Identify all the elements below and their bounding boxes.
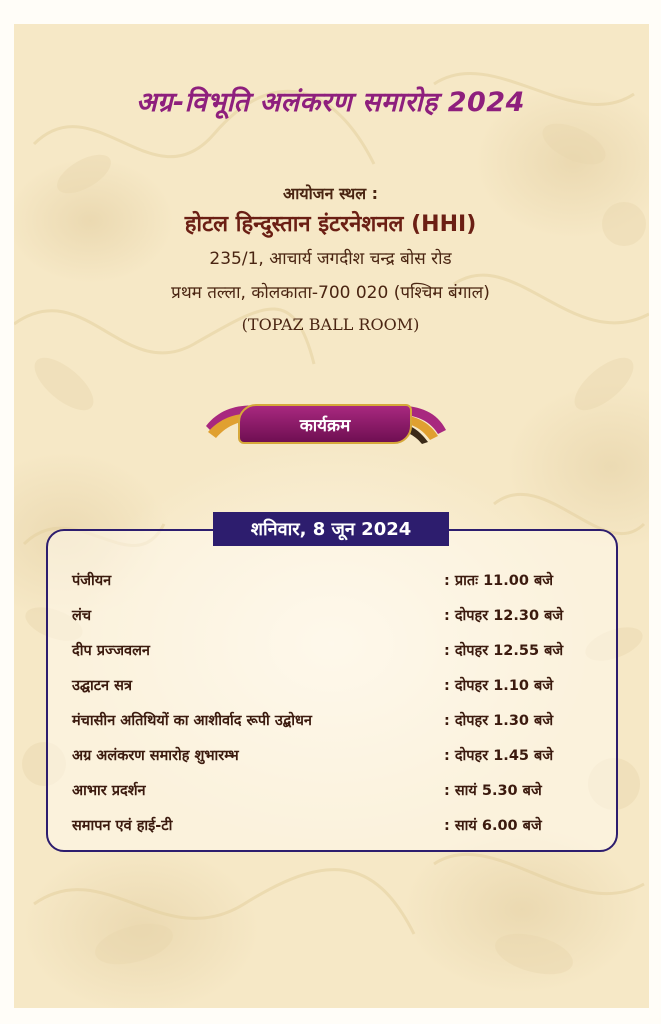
schedule-event: लंच <box>72 608 92 624</box>
program-heading <box>200 396 450 454</box>
schedule-row <box>48 811 616 839</box>
schedule-event: अग्र अलंकरण समारोह शुभारम्भ <box>72 748 239 764</box>
schedule-event: आभार प्रदर्शन <box>72 783 146 799</box>
schedule-event: उद्घाटन सत्र <box>72 678 132 694</box>
schedule-row <box>48 636 616 664</box>
schedule-event: दीप प्रज्जवलन <box>72 643 150 659</box>
schedule-row <box>48 601 616 629</box>
schedule-table <box>46 529 618 852</box>
schedule-time: : सायं 5.30 बजे <box>444 783 542 799</box>
schedule-time: : सायं 6.00 बजे <box>444 818 542 834</box>
schedule-time: : प्रातः 11.00 बजे <box>444 573 554 589</box>
schedule-time: : दोपहर 12.30 बजे <box>444 608 564 624</box>
venue-name: होटल हिन्दुस्तान इंटरनेशनल (HHI) <box>184 212 477 237</box>
schedule-event: समापन एवं हाई-टी <box>72 818 173 834</box>
schedule-time: : दोपहर 1.10 बजे <box>444 678 554 694</box>
venue-label: आयोजन स्थल : <box>282 184 379 203</box>
schedule-row <box>48 741 616 769</box>
venue-address-line1: 235/1, आचार्य जगदीश चन्द्र बोस रोड <box>209 249 452 269</box>
schedule-date-banner: शनिवार, 8 जून 2024 <box>213 512 449 546</box>
schedule-time: : दोपहर 1.45 बजे <box>444 748 554 764</box>
venue-address-line2: प्रथम तल्ला, कोलकाता-700 020 (पश्चिम बंगाल) <box>171 283 490 303</box>
schedule-event: पंजीयन <box>72 573 112 589</box>
schedule-time: : दोपहर 12.55 बजे <box>444 643 564 659</box>
schedule-event: मंचासीन अतिथियों का आशीर्वाद रूपी उद्बोधन <box>72 713 312 729</box>
program-badge: कार्यक्रम <box>238 404 412 444</box>
schedule-row <box>48 671 616 699</box>
venue-room: (TOPAZ BALL ROOM) <box>241 315 420 334</box>
schedule-row <box>48 706 616 734</box>
schedule-row <box>48 566 616 594</box>
event-title: अग्र-विभूति अलंकरण समारोह 2024 <box>136 87 525 118</box>
schedule-time: : दोपहर 1.30 बजे <box>444 713 554 729</box>
schedule-row <box>48 776 616 804</box>
